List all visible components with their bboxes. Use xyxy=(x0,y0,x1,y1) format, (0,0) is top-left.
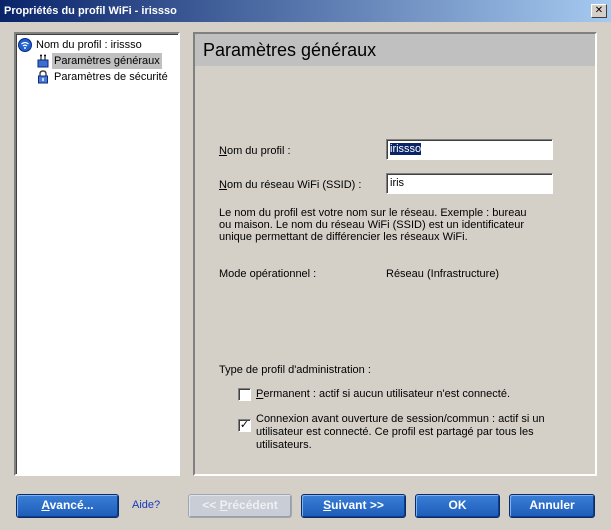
admin-type-label: Type de profil d'administration : xyxy=(219,364,371,376)
lock-icon xyxy=(36,70,50,84)
close-button[interactable] xyxy=(591,4,607,18)
mode-label: Mode opérationnel : xyxy=(219,268,317,280)
tree-item-profile-name[interactable] xyxy=(18,37,176,53)
permanent-label[interactable]: Permanent : actif si aucun utilisateur n'est connecté. xyxy=(256,388,511,400)
help-link[interactable]: Aide? xyxy=(132,499,161,511)
wifi-profile-icon xyxy=(18,38,32,52)
advanced-button[interactable]: Avancé... xyxy=(16,494,119,518)
network-card-icon xyxy=(36,54,50,68)
ssid-value: iris xyxy=(390,177,405,189)
permanent-checkbox[interactable] xyxy=(238,388,251,401)
profile-tree[interactable] xyxy=(14,32,180,476)
tree-item-security-settings[interactable] xyxy=(18,69,176,85)
tree-item-general-settings[interactable] xyxy=(18,53,176,69)
ssid-label: Nom du réseau WiFi (SSID) : xyxy=(219,179,362,191)
profile-name-label: Nom du profil : xyxy=(219,145,291,157)
window-title: Propriétés du profil WiFi - irissso xyxy=(4,5,177,17)
settings-panel xyxy=(193,32,597,476)
preconnect-label[interactable]: Connexion avant ouverture de session/commun : actif si un utilisateur est connecté. Ce profil est partagé par tous les utilisateurs. xyxy=(256,413,545,451)
profile-name-value: irissso xyxy=(390,143,422,155)
mode-value: Réseau (Infrastructure) xyxy=(386,268,500,280)
tree-root-label: Nom du profil : irissso xyxy=(36,39,142,51)
ssid-input[interactable] xyxy=(386,173,553,194)
tree-item-label: Paramètres de sécurité xyxy=(54,71,168,83)
window-title-bar[interactable] xyxy=(0,0,611,22)
close-icon: ✕ xyxy=(594,5,604,16)
cancel-button[interactable]: Annuler xyxy=(509,494,595,518)
preconnect-checkbox[interactable] xyxy=(238,419,251,432)
tree-item-label: Paramètres généraux xyxy=(54,55,160,67)
profile-name-input[interactable] xyxy=(386,139,553,160)
profile-description: Le nom du profil est votre nom sur le réseau. Exemple : bureau ou maison. Le nom du réseau WiFi (SSID) est un identificateur unique permettant de différencier les réseaux WiFi. xyxy=(219,207,527,243)
previous-button[interactable]: << Précédent xyxy=(188,494,292,518)
panel-title: Paramètres généraux xyxy=(195,34,595,66)
next-button[interactable]: Suivant >> xyxy=(301,494,406,518)
panel-body xyxy=(195,66,595,474)
check-icon: ✓ xyxy=(239,419,250,431)
ok-button[interactable]: OK xyxy=(415,494,500,518)
